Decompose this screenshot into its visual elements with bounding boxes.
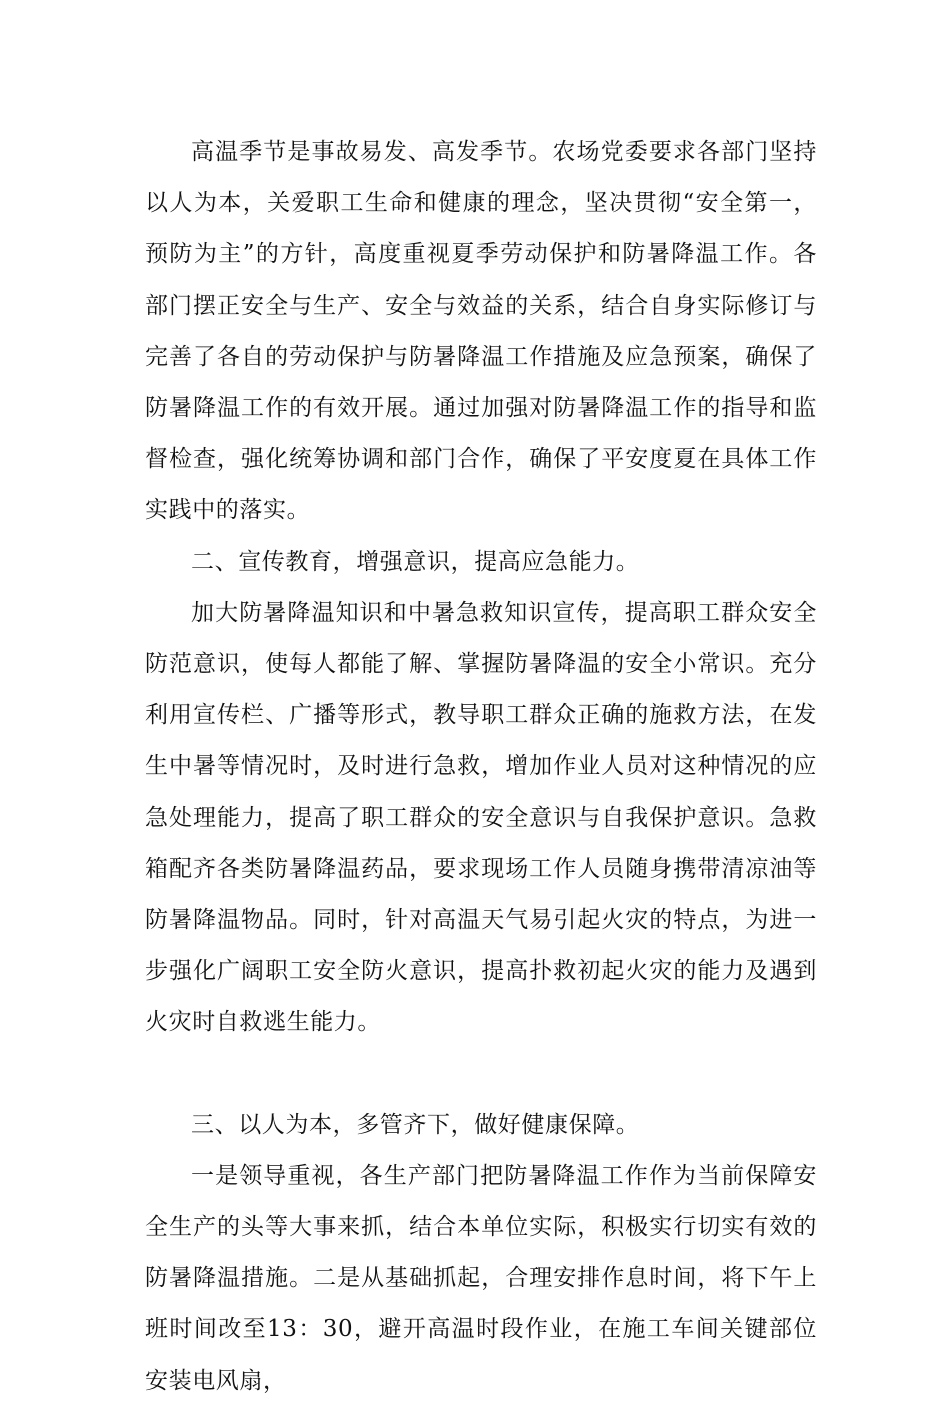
paragraph-health: 一是领导重视，各生产部门把防暑降温工作作为当前保障安全生产的头等大事来抓，结合本单位实际，积极实行切实有效的防暑降温措施。二是从基础抓起，合理安排作息时间，将下午上班时间改至13：30，避开高温时段作业，在施工车间关键部位安装电风扇， <box>145 1162 817 1394</box>
section-heading-health: 三、以人为本，多管齐下，做好健康保障。 <box>191 1111 640 1138</box>
section-heading-publicity: 二、宣传教育，增强意识，提高应急能力。 <box>191 548 640 575</box>
paragraph-safety-policy: 高温季节是事故易发、高发季节。农场党委要求各部门坚持以人为本，关爱职工生命和健康的理念，坚决贯彻“安全第一，预防为主”的方针，高度重视夏季劳动保护和防暑降温工作。各部门摆正安全与生产、安全与效益的关系，结合自身实际修订与完善了各自的劳动保护与防暑降温工作措施及应急预案，确保了防暑降温工作的有效开展。通过加强对防暑降温工作的指导和监督检查，强化统筹协调和部门合作，确保了平安度夏在具体工作实践中的落实。 <box>145 139 817 524</box>
document-page <box>145 127 817 1407</box>
paragraph-publicity: 加大防暑降温知识和中暑急救知识宣传，提高职工群众安全防范意识，使每人都能了解、掌握防暑降温的安全小常识。充分利用宣传栏、广播等形式，教导职工群众正确的施救方法，在发生中暑等情况时，及时进行急救，增加作业人员对这种情况的应急处理能力，提高了职工群众的安全意识与自我保护意识。急救箱配齐各类防暑降温药品，要求现场工作人员随身携带清凉油等防暑降温物品。同时，针对高温天气易引起火灾的特点，为进一步强化广阔职工安全防火意识，提高扑救初起火灾的能力及遇到火灾时自救逃生能力。 <box>145 599 817 1036</box>
blank-line <box>145 1049 817 1100</box>
